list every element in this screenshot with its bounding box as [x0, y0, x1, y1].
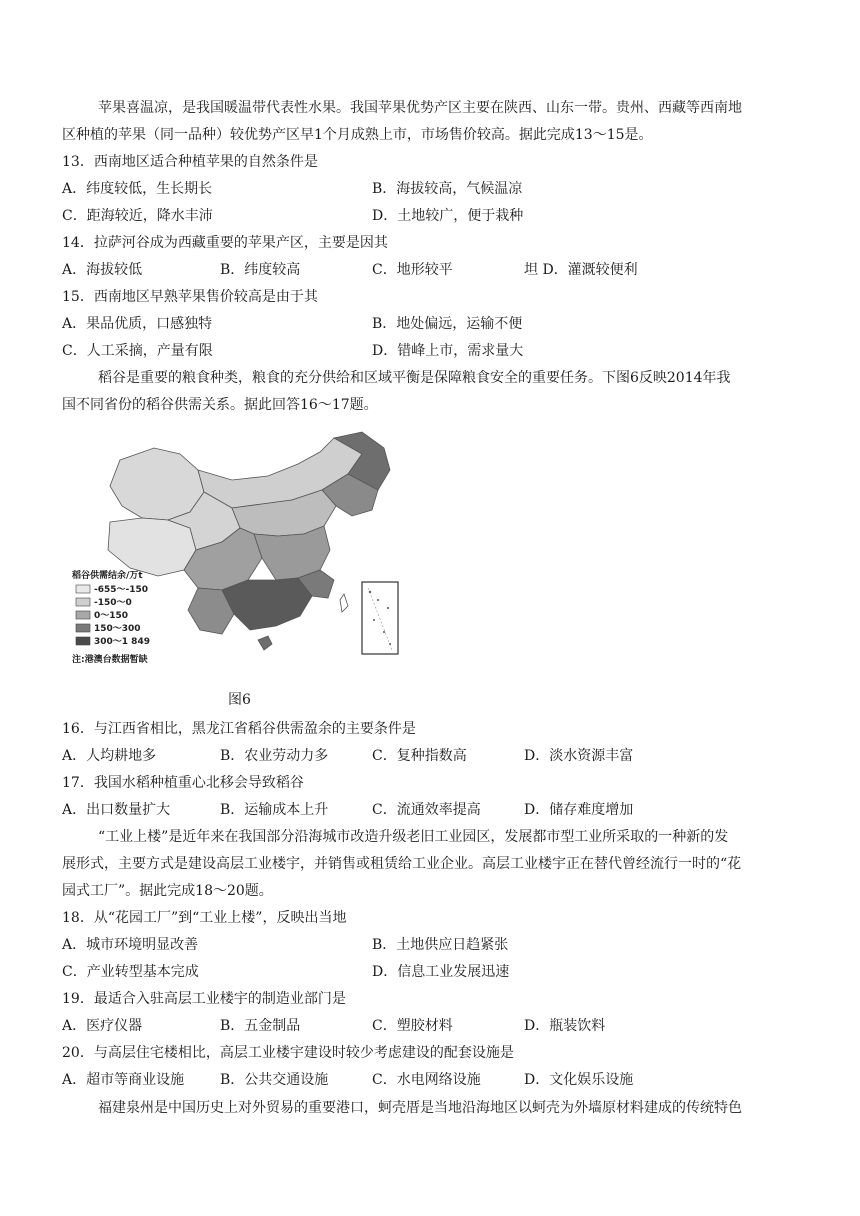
china-rice-supply-map [72, 430, 402, 678]
question-14-option-c[interactable]: C．地形较平 [372, 262, 453, 278]
legend-swatch-1 [76, 598, 90, 606]
intro-industry-line-3: 园式工厂”。据此完成18～20题。 [62, 883, 273, 899]
region-tibet [108, 518, 196, 576]
question-15-stem: 15．西南地区早熟苹果售价较高是由于其 [62, 289, 318, 305]
question-16-stem: 16．与江西省相比，黑龙江省稻谷供需盈余的主要条件是 [62, 721, 416, 737]
legend-swatch-4 [76, 637, 90, 645]
question-13-stem: 13．西南地区适合种植苹果的自然条件是 [62, 154, 318, 170]
question-19-option-d[interactable]: D．瓶装饮料 [524, 1018, 606, 1034]
question-15-option-c[interactable]: C．人工采摘，产量有限 [62, 343, 213, 359]
legend-title: 稻谷供需结余/万t [72, 571, 143, 581]
question-15-option-a[interactable]: A．果品优质，口感独特 [62, 316, 213, 332]
intro-rice-line-1: 稻谷是重要的粮食种类，粮食的充分供给和区域平衡是保障粮食安全的重要任务。下图6反映2014年我 [98, 370, 731, 386]
question-19-option-c[interactable]: C．塑胶材料 [372, 1018, 453, 1034]
legend-label-3: 150～300 [94, 624, 141, 634]
intro-rice-line-2: 国不同省份的稻谷供需关系。据此回答16～17题。 [62, 397, 378, 413]
region-taiwan [340, 594, 348, 612]
question-13-option-d[interactable]: D．土地较广，便于栽种 [372, 208, 524, 224]
intro-apple-line-1: 苹果喜温凉，是我国暖温带代表性水果。我国苹果优势产区主要在陕西、山东一带。贵州、西藏等西南地 [98, 100, 742, 116]
question-16-option-a[interactable]: A．人均耕地多 [62, 748, 157, 764]
question-18-stem: 18．从“花园工厂”到“工业上楼”，反映出当地 [62, 910, 347, 926]
map-note: 注:港澳台数据暂缺 [72, 655, 148, 665]
question-14-option-a[interactable]: A．海拔较低 [62, 262, 143, 278]
question-16-option-d[interactable]: D．淡水资源丰富 [524, 748, 634, 764]
intro-quanzhou-line-1: 福建泉州是中国历史上对外贸易的重要港口，蚵壳厝是当地沿海地区以蚵壳为外墙原材料建成的传统特色 [98, 1100, 742, 1116]
question-16-option-b[interactable]: B．农业劳动力多 [220, 748, 329, 764]
question-17-option-b[interactable]: B．运输成本上升 [220, 802, 329, 818]
legend-swatch-3 [76, 624, 90, 632]
legend-swatch-0 [76, 585, 90, 593]
question-15-option-d[interactable]: D．错峰上市，需求量大 [372, 343, 524, 359]
question-19-stem: 19．最适合入驻高层工业楼宇的制造业部门是 [62, 991, 346, 1007]
legend-items [76, 585, 150, 647]
region-south [222, 578, 312, 630]
question-17-stem: 17．我国水稻种植重心北移会导致稻谷 [62, 775, 304, 791]
south-china-sea-inset [362, 582, 398, 654]
intro-industry-line-1: “工业上楼”是近年来在我国部分沿海城市改造升级老旧工业园区，发展都市型工业所采取的一种新的发 [98, 829, 729, 845]
legend-swatch-2 [76, 611, 90, 619]
question-18-option-a[interactable]: A．城市环境明显改善 [62, 937, 199, 953]
region-northwest [110, 448, 204, 520]
question-20-stem: 20．与高层住宅楼相比，高层工业楼宇建设时较少考虑建设的配套设施是 [62, 1045, 514, 1061]
intro-industry-line-2: 展形式，主要方式是建设高层工业楼宇，并销售或租赁给工业企业。高层工业楼宇正在替代曾经流行一时的“花 [62, 856, 742, 872]
question-14-option-b[interactable]: B．纬度较高 [220, 262, 301, 278]
intro-apple-line-2: 区种植的苹果（同一品种）较优势产区早1个月成熟上市，市场售价较高。据此完成13～15是。 [62, 127, 653, 143]
question-19-option-a[interactable]: A．医疗仪器 [62, 1018, 143, 1034]
question-20-option-c[interactable]: C．水电网络设施 [372, 1072, 481, 1088]
question-13-option-a[interactable]: A．纬度较低，生长期长 [62, 181, 213, 197]
question-20-option-d[interactable]: D．文化娱乐设施 [524, 1072, 634, 1088]
question-14-option-d[interactable]: 坦 D．灌溉较便利 [524, 262, 638, 278]
question-17-option-d[interactable]: D．储存难度增加 [524, 802, 634, 818]
question-17-option-c[interactable]: C．流通效率提高 [372, 802, 481, 818]
question-20-option-a[interactable]: A．超市等商业设施 [62, 1072, 185, 1088]
question-20-option-b[interactable]: B．公共交通设施 [220, 1072, 329, 1088]
legend-label-1: -150～0 [94, 598, 132, 608]
map-regions [108, 432, 390, 650]
question-19-option-b[interactable]: B．五金制品 [220, 1018, 301, 1034]
legend-label-2: 0～150 [94, 611, 129, 621]
question-13-option-b[interactable]: B．海拔较高，气候温凉 [372, 181, 523, 197]
question-18-option-c[interactable]: C．产业转型基本完成 [62, 964, 199, 980]
figure-caption: 图6 [228, 692, 251, 708]
question-13-option-c[interactable]: C．距海较近，降水丰沛 [62, 208, 213, 224]
legend-label-4: 300～1 849 [94, 637, 150, 647]
question-18-option-b[interactable]: B．土地供应日趋紧张 [372, 937, 509, 953]
legend-label-0: -655～-150 [94, 585, 149, 595]
question-15-option-b[interactable]: B．地处偏远，运输不便 [372, 316, 523, 332]
question-17-option-a[interactable]: A．出口数量扩大 [62, 802, 171, 818]
question-18-option-d[interactable]: D．信息工业发展迅速 [372, 964, 510, 980]
question-14-stem: 14．拉萨河谷成为西藏重要的苹果产区，主要是因其 [62, 235, 388, 251]
region-hainan [258, 636, 272, 650]
question-16-option-c[interactable]: C．复种指数高 [372, 748, 467, 764]
